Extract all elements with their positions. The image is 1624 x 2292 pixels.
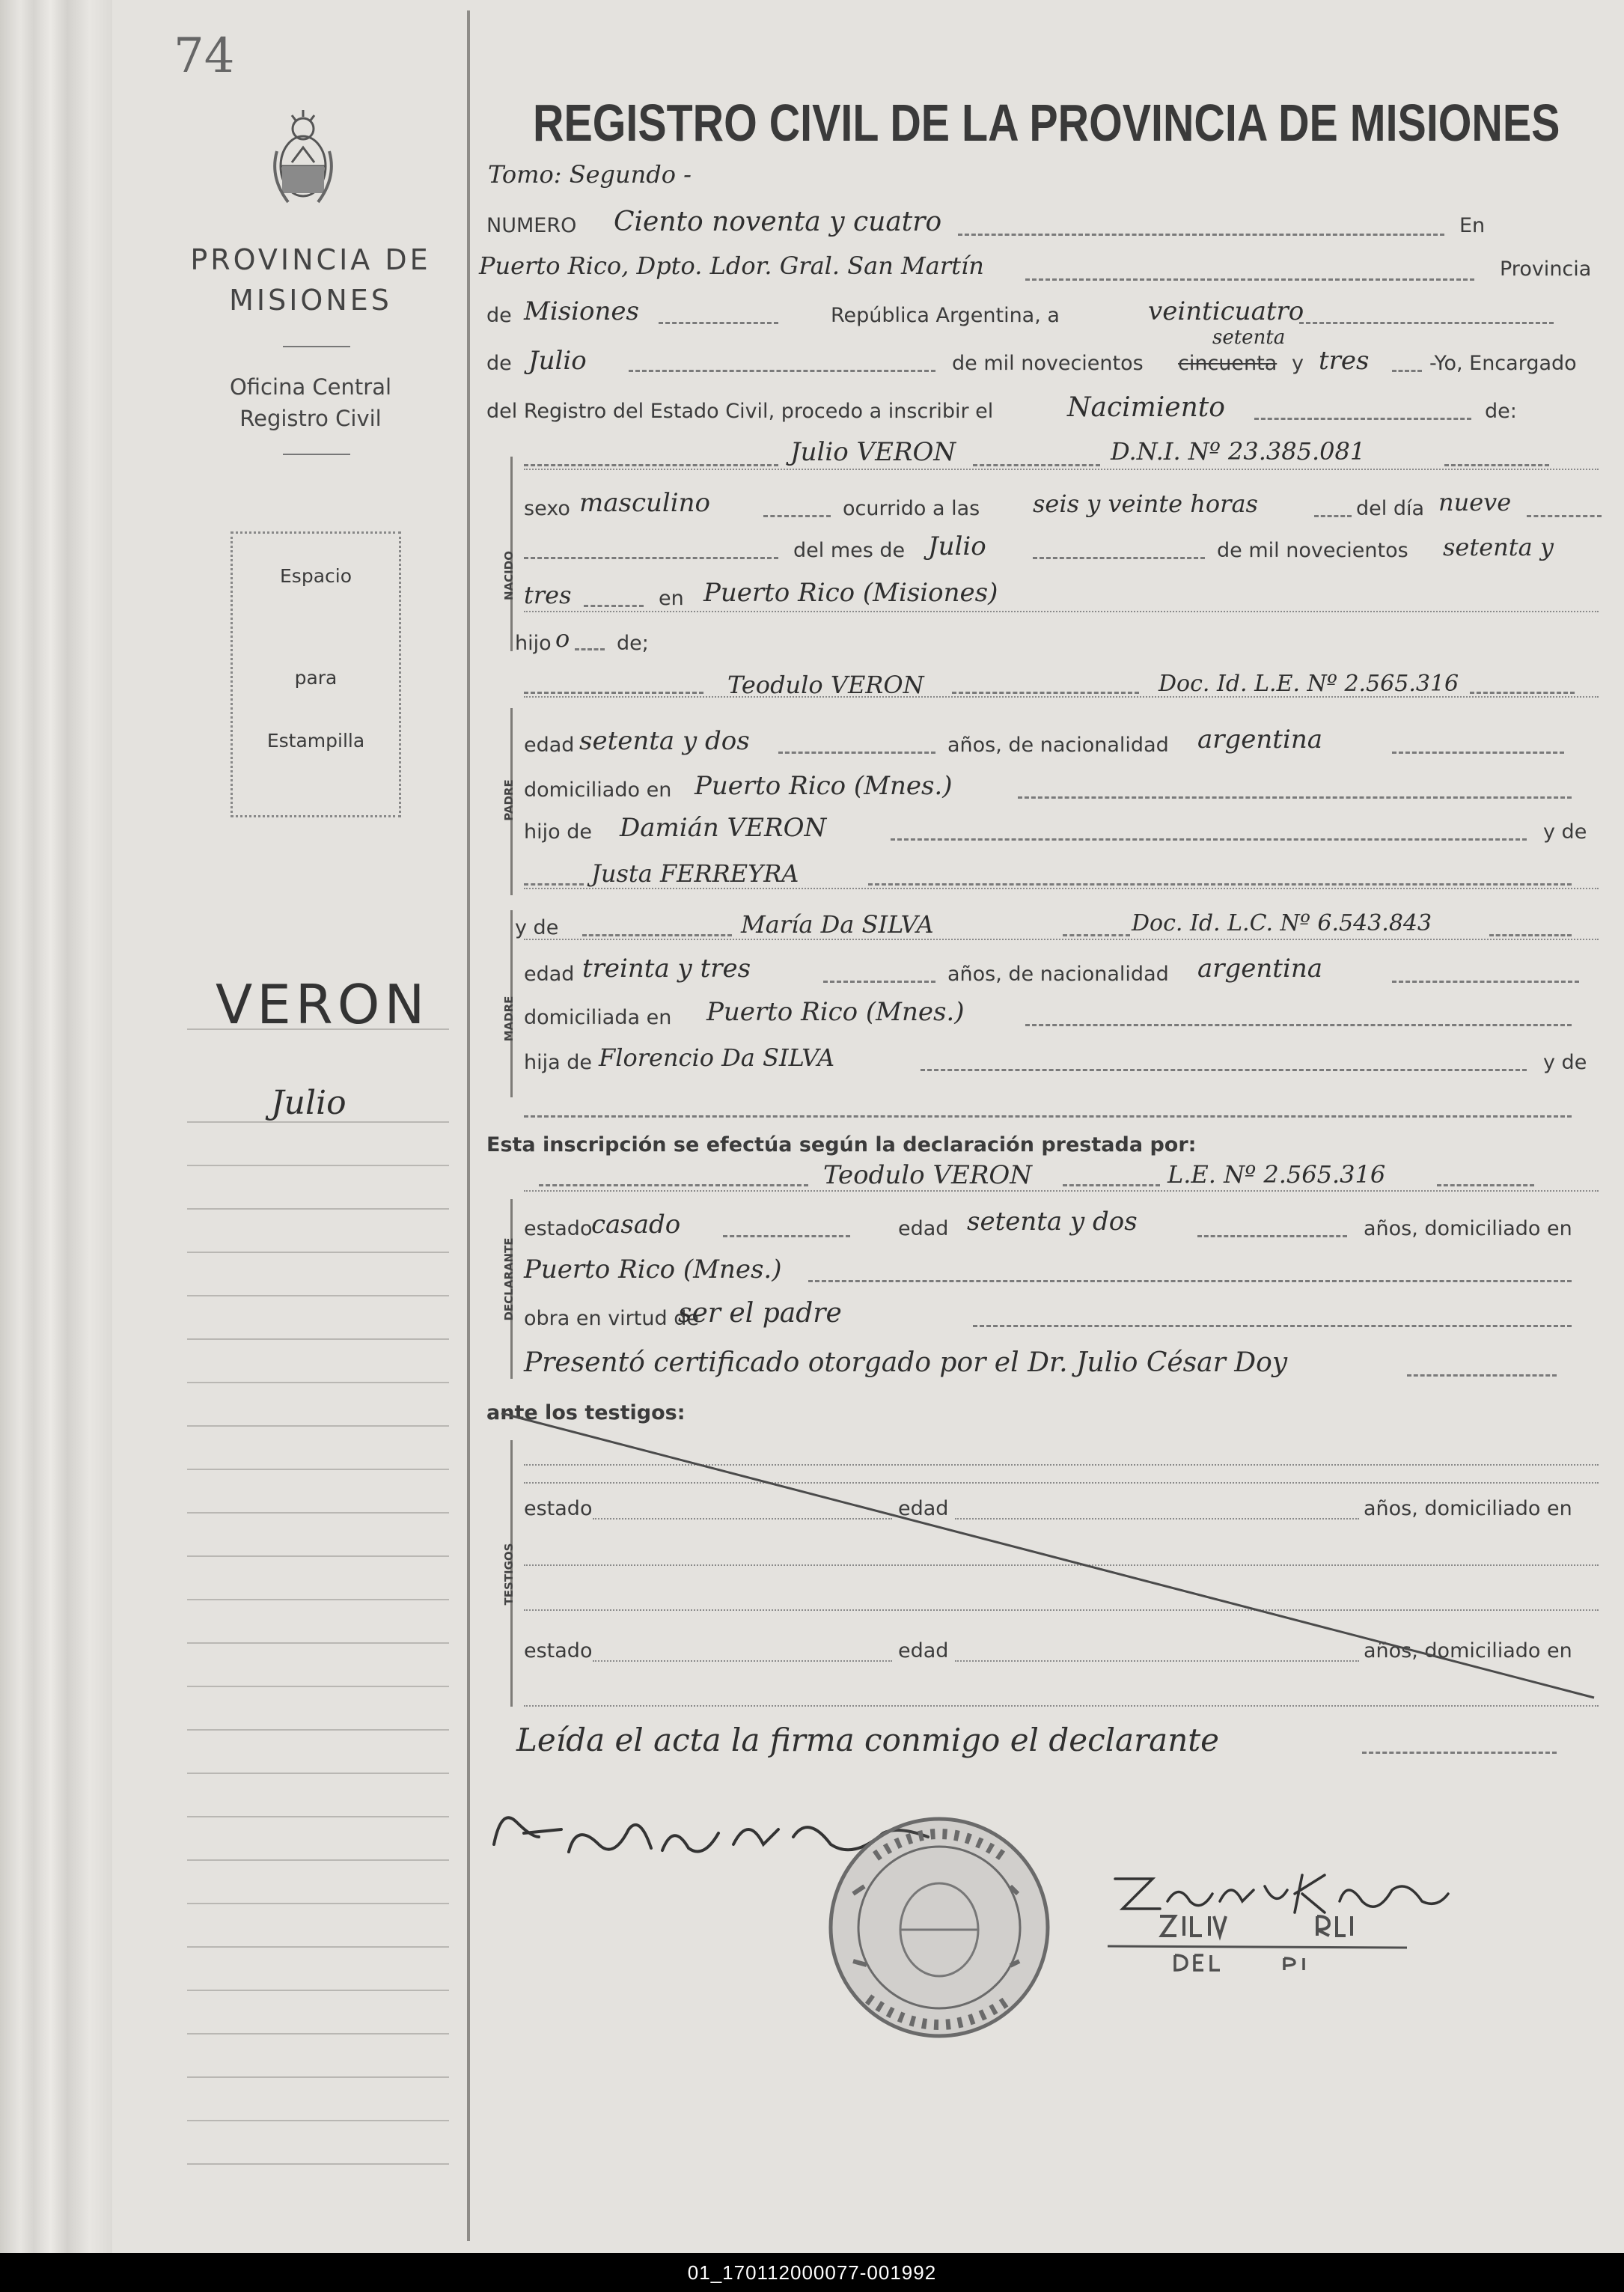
padre-domicilio-value: Puerto Rico (Mnes.): [695, 771, 953, 801]
stamp-box-line1: Espacio: [280, 565, 352, 587]
declarante-domicilio-value: Puerto Rico (Mnes.): [524, 1255, 782, 1284]
given-name-handwritten: Julio: [271, 1084, 347, 1122]
strike-through-line: [494, 1407, 1609, 1707]
surname-handwritten: VERON: [216, 973, 430, 1036]
declarante-edad-label: edad: [898, 1217, 949, 1240]
provincia-label: Provincia: [1500, 257, 1592, 281]
madre-domicilio-value: Puerto Rico (Mnes.): [706, 997, 965, 1027]
madre-edad-value: treinta y tres: [582, 954, 751, 984]
office-line2: Registro Civil: [239, 406, 382, 431]
anio-label: de mil novecientos: [1217, 539, 1408, 562]
anio-value2: tres: [524, 581, 572, 609]
declarante-estado-value: casado: [591, 1210, 681, 1240]
declarante-section-label: DECLARANTE: [502, 1237, 516, 1321]
padre-doc-value: Doc. Id. L.E. Nº 2.565.316: [1159, 671, 1459, 697]
leida-text: Leída el acta la firma conmigo el declarante: [516, 1722, 1219, 1758]
hijo-de-label: de;: [617, 632, 649, 655]
republica-label: República Argentina, a: [831, 304, 1060, 327]
stamp-box-line2: para: [294, 667, 338, 689]
hora-value: seis y veinte horas: [1033, 490, 1258, 518]
de2-label: de: [486, 352, 512, 375]
nacido-section-label: NACIDO: [502, 551, 516, 600]
padre-nacionalidad-label: años, de nacionalidad: [947, 734, 1169, 757]
testigo1-edad-label: edad: [898, 1497, 949, 1520]
testigo2-edad-label: edad: [898, 1639, 949, 1662]
madre-edad-label: edad: [524, 963, 575, 986]
padre-nacionalidad-value: argentina: [1197, 725, 1323, 755]
year-units: tres: [1319, 346, 1370, 376]
testigo2-domicilio-label: años, domiciliado en: [1364, 1639, 1572, 1662]
month-value: Julio: [528, 346, 587, 376]
padre-domicilio-label: domiciliado en: [524, 778, 672, 802]
numero-value: Ciento noventa y cuatro: [614, 207, 942, 237]
province-title-line1: PROVINCIA DE: [190, 243, 431, 276]
year-struck: cincuenta: [1178, 352, 1277, 375]
madre-doc-value: Doc. Id. L.C. Nº 6.543.843: [1132, 910, 1432, 936]
declarante-nota-value: Presentó certificado otorgado por el Dr. Julio César Doy: [524, 1347, 1288, 1378]
year-correction: setenta: [1212, 326, 1286, 349]
province-title: [150, 240, 471, 320]
madre-father-value: Florencio Da SILVA: [599, 1043, 835, 1072]
ocurrido-label: ocurrido a las: [843, 497, 980, 520]
madre-nacionalidad-label: años, de nacionalidad: [947, 963, 1169, 986]
padre-father-value: Damián VERON: [620, 813, 827, 843]
declarante-doc-value: L.E. Nº 2.565.316: [1167, 1160, 1386, 1189]
nacido-name-value: Julio VERON: [790, 437, 956, 467]
mes-label: del mes de: [793, 539, 906, 562]
argentine-coat-of-arms-icon: [269, 106, 337, 211]
padre-mother-value: Justa FERREYRA: [591, 859, 799, 888]
registro-label: del Registro del Estado Civil, procedo a inscribir el: [486, 400, 994, 423]
madre-name-value: María Da SILVA: [741, 910, 934, 939]
province-value: Misiones: [524, 296, 639, 326]
hijo-label: hijo: [515, 632, 552, 655]
en-label: en: [659, 587, 684, 610]
stamp-box-line3: Estampilla: [266, 730, 365, 752]
padre-name-value: Teodulo VERON: [727, 671, 924, 699]
office-line1: Oficina Central: [229, 374, 392, 400]
nacido-dni-value: D.N.I. Nº 23.385.081: [1111, 437, 1366, 466]
padre-edad-value: setenta y dos: [579, 726, 750, 756]
numero-label: NUMERO: [486, 214, 577, 237]
stamp-box: [231, 531, 401, 817]
padre-y-de-label: y de: [1543, 820, 1587, 844]
declarante-intro: Esta inscripción se efectúa según la declaración prestada por:: [486, 1133, 1197, 1156]
sexo-label: sexo: [524, 497, 570, 520]
testigos-section-label: TESTIGOS: [502, 1543, 516, 1606]
padre-edad-label: edad: [524, 734, 575, 757]
official-seal: [823, 1811, 1055, 2043]
dia-value: nueve: [1438, 488, 1512, 516]
place-value: Puerto Rico, Dpto. Ldor. Gral. San Martín: [479, 252, 984, 280]
encargado-label: -Yo, Encargado: [1429, 352, 1577, 375]
book-binding-edge: [0, 0, 112, 2253]
mes-value: Julio: [928, 531, 986, 561]
footer-caption: 01_170112000077-001992: [0, 2253, 1624, 2292]
y-label: y: [1292, 352, 1304, 375]
declarante-edad-value: setenta y dos: [967, 1207, 1138, 1237]
de-label: de: [486, 304, 512, 327]
madre-nacionalidad-value: argentina: [1197, 954, 1323, 984]
sexo-value: masculino: [579, 488, 711, 518]
declarante-name-value: Teodulo VERON: [823, 1160, 1033, 1190]
madre-y-de-label: y de: [515, 916, 559, 939]
testigo2-estado-label: estado: [524, 1639, 593, 1662]
en-label: En: [1459, 214, 1486, 237]
officer-stamp: [1093, 1906, 1437, 1981]
document-title: REGISTRO CIVIL DE LA PROVINCIA DE MISIONES: [533, 94, 1560, 152]
hijo-value: o: [555, 624, 570, 653]
testigos-ante-label: ante los testigos:: [486, 1401, 686, 1424]
padre-hijo-de-label: hijo de: [524, 820, 592, 844]
declarante-estado-label: estado: [524, 1217, 593, 1240]
office-name: [150, 371, 471, 434]
madre-hija-de-label: hija de: [524, 1051, 592, 1074]
dia-label: del día: [1356, 497, 1425, 520]
lugar-value: Puerto Rico (Misiones): [703, 578, 998, 608]
testigo1-estado-label: estado: [524, 1497, 593, 1520]
anio-value: setenta y: [1443, 533, 1554, 561]
day-value: veinticuatro: [1148, 296, 1304, 326]
declarante-obra-value: ser el padre: [678, 1298, 842, 1329]
declarante-obra-label: obra en virtud de: [524, 1307, 699, 1330]
column-divider: [467, 10, 470, 2241]
declarante-domicilio-label: años, domiciliado en: [1364, 1217, 1572, 1240]
de-colon-label: de:: [1485, 400, 1517, 423]
tomo-value: Tomo: Segundo -: [488, 160, 692, 189]
madre-y-de-label2: y de: [1543, 1051, 1587, 1074]
province-title-line2: MISIONES: [229, 284, 392, 317]
madre-domicilio-label: domiciliada en: [524, 1006, 672, 1029]
padre-section-label: PADRE: [502, 779, 516, 821]
testigo1-domicilio-label: años, domiciliado en: [1364, 1497, 1572, 1520]
madre-section-label: MADRE: [502, 996, 516, 1042]
act-type-value: Nacimiento: [1067, 392, 1225, 423]
page-number: 74: [174, 28, 235, 84]
year-label: de mil novecientos: [952, 352, 1144, 375]
